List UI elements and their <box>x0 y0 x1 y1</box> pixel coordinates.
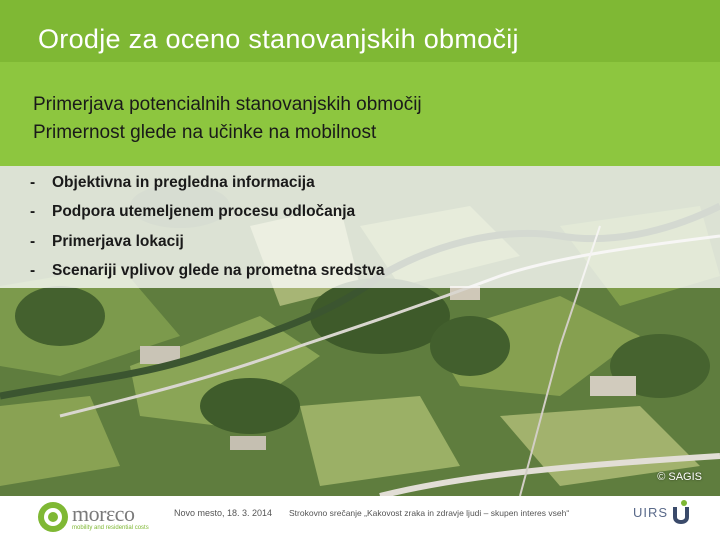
footer-institute: UIRS <box>633 505 669 520</box>
bullet-item <box>30 262 385 280</box>
subtitle-line-1: Primerjava potencialnih stanovanjskih območij <box>33 94 422 115</box>
bullet-item <box>30 203 355 221</box>
bullet-text: Podpora utemeljenem procesu odločanja <box>52 203 356 220</box>
uirs-logo-icon <box>670 499 692 525</box>
bullet-item <box>30 233 184 251</box>
footer-tagline: mobility and residential costs <box>72 525 149 531</box>
image-credit: © SAGIS <box>657 471 702 483</box>
slide-title: Orodje za oceno stanovanjskih območij <box>38 24 519 54</box>
footer-event: Strokovno srečanje „Kakovost zraka in zdravje ljudi – skupen interes vseh“ <box>289 508 570 518</box>
subtitle-line-2: Primernost glede na učinke na mobilnost <box>33 122 377 143</box>
bullet-marker: - <box>30 203 36 220</box>
bullet-marker: - <box>30 262 36 279</box>
footer-place-date: Novo mesto, 18. 3. 2014 <box>174 508 273 518</box>
footer-brand: morεco <box>72 501 135 526</box>
moreco-logo-icon <box>36 500 70 534</box>
bullet-item <box>30 174 315 192</box>
bullet-marker: - <box>30 233 36 250</box>
bullet-text: Primerjava lokacij <box>52 233 184 250</box>
bullet-text: Objektivna in pregledna informacija <box>52 174 315 191</box>
bullet-marker: - <box>30 174 36 191</box>
bullet-text: Scenariji vplivov glede na prometna sredstva <box>52 262 385 279</box>
